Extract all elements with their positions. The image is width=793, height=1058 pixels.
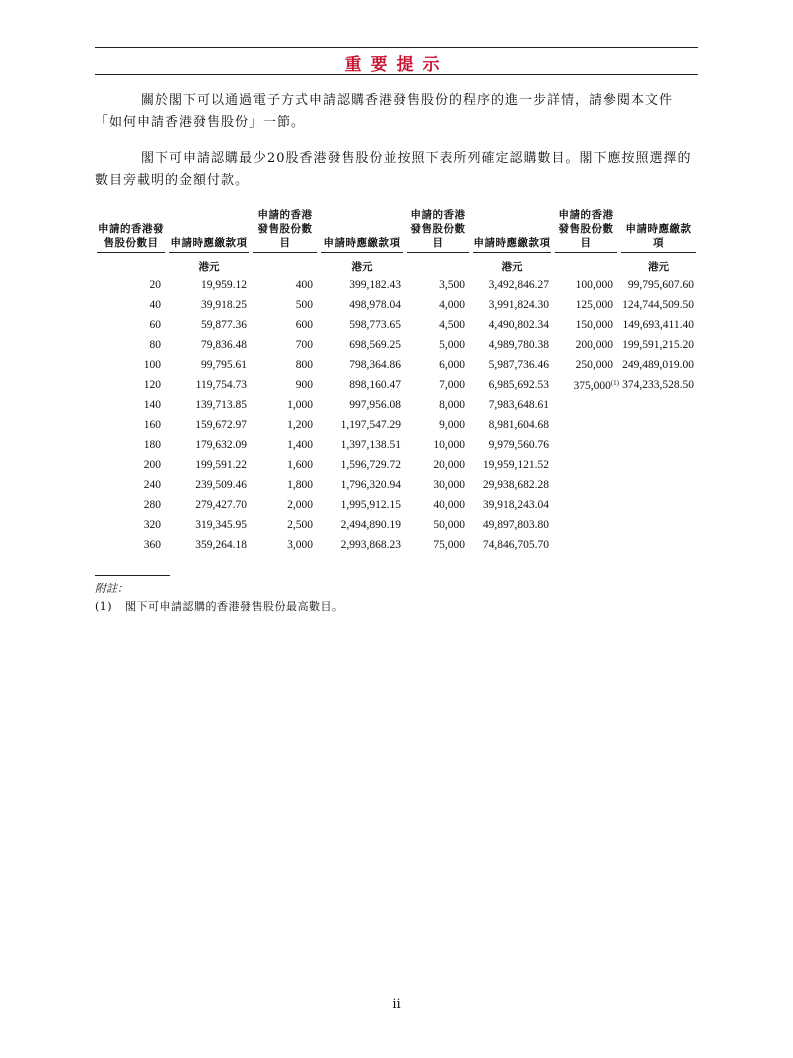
amount-cell: 1,397,138.51 — [340, 439, 401, 451]
amount-cell: 199,591,215.20 — [622, 339, 694, 351]
shares-cell: 900 — [295, 379, 313, 391]
amount-cell: 179,632.09 — [195, 439, 247, 451]
table-row — [95, 295, 698, 315]
header-shares: 申請的香港發售股份數目 — [405, 208, 471, 255]
shares-cell: 1,000 — [287, 399, 313, 411]
amount-cell: 997,956.08 — [349, 399, 401, 411]
shares-cell: 60 — [149, 319, 161, 331]
amount-cell — [619, 415, 698, 435]
amount-cell: 798,364.86 — [349, 359, 401, 371]
shares-cell: 3,000 — [287, 539, 313, 551]
table-row — [95, 535, 698, 555]
shares-cell: 8,000 — [439, 399, 465, 411]
shares-cell: 20 — [149, 279, 161, 291]
amount-cell: 399,182.43 — [349, 279, 401, 291]
shares-cell: 240 — [143, 479, 161, 491]
shares-cell: 1,800 — [287, 479, 313, 491]
amount-cell: 2,494,890.19 — [340, 519, 401, 531]
amount-cell: 3,991,824.30 — [488, 299, 549, 311]
amount-cell: 99,795,607.60 — [627, 279, 694, 291]
shares-cell: 700 — [295, 339, 313, 351]
amount-cell: 124,744,509.50 — [622, 299, 694, 311]
amount-cell — [619, 455, 698, 475]
page-number: ii — [392, 997, 401, 1012]
shares-cell: 2,000 — [287, 499, 313, 511]
amount-cell: 498,978.04 — [349, 299, 401, 311]
shares-cell: 150,000 — [575, 319, 613, 331]
shares-cell: 1,600 — [287, 459, 313, 471]
shares-cell: 160 — [143, 419, 161, 431]
shares-cell: 180 — [143, 439, 161, 451]
shares-cell: 75,000 — [433, 539, 465, 551]
shares-cell: 20,000 — [433, 459, 465, 471]
table-row — [95, 435, 698, 455]
shares-cell: 1,400 — [287, 439, 313, 451]
notes-heading: 附註： — [95, 582, 128, 595]
amount-cell: 7,983,648.61 — [488, 399, 549, 411]
currency-unit: 港元 — [198, 260, 220, 273]
shares-cell — [553, 455, 619, 475]
header-amount: 申請時應繳款項 — [167, 208, 251, 255]
notes-rule — [95, 575, 170, 576]
shares-cell: 4,000 — [439, 299, 465, 311]
application-amount-table — [95, 208, 698, 555]
amount-cell: 39,918,243.04 — [482, 499, 549, 511]
header-shares: 申請的香港發售股份數目 — [251, 208, 319, 255]
header-rule-bottom — [95, 74, 698, 75]
currency-unit: 港元 — [648, 260, 669, 273]
header-amount: 申請時應繳款項 — [471, 208, 553, 255]
amount-cell: 239,509.46 — [195, 479, 247, 491]
shares-cell: 6,000 — [439, 359, 465, 371]
amount-cell: 374,233,528.50 — [622, 379, 694, 391]
amount-cell: 19,959,121.52 — [482, 459, 549, 471]
amount-cell: 199,591.22 — [195, 459, 247, 471]
shares-cell: 100,000 — [575, 279, 613, 291]
amount-cell: 249,489,019.00 — [622, 359, 694, 371]
table-row — [95, 455, 698, 475]
table-row — [95, 475, 698, 495]
shares-cell: 600 — [295, 319, 313, 331]
amount-cell: 99,795.61 — [201, 359, 247, 371]
shares-cell: 10,000 — [433, 439, 465, 451]
footnote-item — [95, 598, 344, 614]
shares-cell — [553, 375, 619, 395]
amount-cell: 1,596,729.72 — [340, 459, 401, 471]
amount-cell: 74,846,705.70 — [482, 539, 549, 551]
paragraph-minimum-shares: 閣下可申請認購最少20股香港發售股份並按照下表所列確定認購數目。閣下應按照選擇的數目旁載明的金額付款。 — [95, 151, 692, 188]
amount-cell — [619, 495, 698, 515]
table-row — [95, 375, 698, 395]
shares-cell: 40,000 — [433, 499, 465, 511]
shares-cell: 7,000 — [439, 379, 465, 391]
amount-cell: 319,345.95 — [195, 519, 247, 531]
shares-cell: 100 — [143, 359, 161, 371]
amount-cell: 8,981,604.68 — [488, 419, 549, 431]
shares-cell: 320 — [143, 519, 161, 531]
page-title: 重要提示 — [344, 55, 449, 75]
paragraph-electronic-application: 關於閣下可以通過電子方式申請認購香港發售股份的程序的進一步詳情，請參閱本文件「如何申請香港發售股份」一節。 — [95, 93, 674, 130]
amount-cell: 4,989,780.38 — [488, 339, 549, 351]
shares-cell: 80 — [149, 339, 161, 351]
shares-cell: 500 — [295, 299, 313, 311]
currency-unit: 港元 — [351, 260, 373, 273]
amount-cell: 5,987,736.46 — [488, 359, 549, 371]
footnote-marker: (1) — [610, 378, 619, 387]
shares-cell: 40 — [149, 299, 161, 311]
amount-cell: 898,160.47 — [349, 379, 401, 391]
shares-cell: 5,000 — [439, 339, 465, 351]
table-row — [95, 315, 698, 335]
shares-cell: 200 — [143, 459, 161, 471]
shares-cell: 120 — [143, 379, 161, 391]
shares-cell: 200,000 — [575, 339, 613, 351]
amount-cell: 59,877.36 — [201, 319, 247, 331]
shares-cell: 280 — [143, 499, 161, 511]
currency-unit: 港元 — [501, 260, 523, 273]
table-row — [95, 415, 698, 435]
amount-cell: 119,754.73 — [195, 379, 247, 391]
amount-cell — [619, 475, 698, 495]
table-row — [95, 335, 698, 355]
amount-cell: 49,897,803.80 — [482, 519, 549, 531]
amount-cell: 139,713.85 — [195, 399, 247, 411]
shares-cell: 125,000 — [575, 299, 613, 311]
amount-cell — [619, 535, 698, 555]
shares-cell: 140 — [143, 399, 161, 411]
shares-cell: 3,500 — [439, 279, 465, 291]
amount-cell: 159,672.97 — [195, 419, 247, 431]
amount-cell — [619, 435, 698, 455]
header-amount: 申請時應繳款項 — [319, 208, 405, 255]
amount-cell: 4,490,802.34 — [488, 319, 549, 331]
footnote-text: 閣下可申請認購的香港發售股份最高數目。 — [125, 600, 344, 613]
shares-cell: 400 — [295, 279, 313, 291]
amount-cell: 1,995,912.15 — [340, 499, 401, 511]
shares-cell — [553, 475, 619, 495]
amount-cell: 79,836.48 — [201, 339, 247, 351]
shares-cell: 30,000 — [433, 479, 465, 491]
amount-cell: 598,773.65 — [349, 319, 401, 331]
amount-cell: 9,979,560.76 — [488, 439, 549, 451]
header-rule-top — [95, 47, 698, 48]
table-row — [95, 515, 698, 535]
amount-cell: 149,693,411.40 — [622, 319, 694, 331]
shares-cell: 2,500 — [287, 519, 313, 531]
amount-cell: 6,985,692.53 — [488, 379, 549, 391]
shares-cell: 360 — [143, 539, 161, 551]
table-row — [95, 495, 698, 515]
footnote-number: (1) — [95, 600, 113, 613]
unit-row — [95, 255, 698, 275]
amount-cell: 279,427.70 — [195, 499, 247, 511]
amount-cell — [619, 395, 698, 415]
shares-cell — [553, 395, 619, 415]
table-row — [95, 395, 698, 415]
shares-cell — [553, 495, 619, 515]
shares-value: 375,000 — [573, 379, 611, 392]
amount-cell: 39,918.25 — [201, 299, 247, 311]
amount-cell: 3,492,846.27 — [488, 279, 549, 291]
shares-cell — [553, 515, 619, 535]
shares-cell — [553, 415, 619, 435]
amount-cell: 29,938,682.28 — [482, 479, 549, 491]
header-shares: 申請的香港發售股份數目 — [553, 208, 619, 255]
table-row — [95, 275, 698, 295]
shares-cell: 250,000 — [575, 359, 613, 371]
amount-cell: 19,959.12 — [201, 279, 247, 291]
table-row — [95, 355, 698, 375]
shares-cell: 800 — [295, 359, 313, 371]
shares-cell: 9,000 — [439, 419, 465, 431]
header-amount: 申請時應繳款項 — [619, 208, 698, 255]
amount-cell: 2,993,868.23 — [340, 539, 401, 551]
amount-cell: 698,569.25 — [349, 339, 401, 351]
shares-cell: 4,500 — [439, 319, 465, 331]
shares-cell — [553, 435, 619, 455]
shares-cell — [553, 535, 619, 555]
amount-cell: 1,796,320.94 — [340, 479, 401, 491]
shares-cell: 50,000 — [433, 519, 465, 531]
amount-cell: 359,264.18 — [195, 539, 247, 551]
amount-cell — [619, 515, 698, 535]
header-shares: 申請的香港發售股份數目 — [95, 208, 167, 255]
amount-cell: 1,197,547.29 — [340, 419, 401, 431]
shares-cell: 1,200 — [287, 419, 313, 431]
